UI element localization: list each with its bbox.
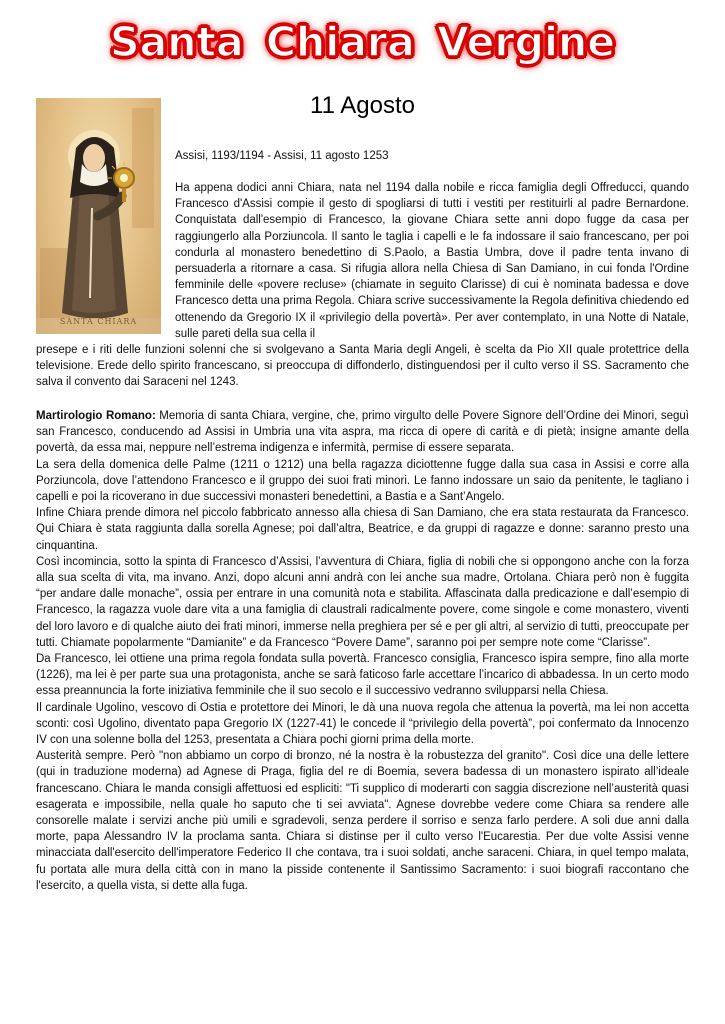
feast-date-heading: 11 Agosto	[310, 92, 415, 119]
martirologio-section	[36, 408, 689, 894]
body-paragraph: Così incomincia, sotto la spinta di Francesco d’Assisi, l’avventura di Chiara, figlia di nobili che si oppongono anche con la forza alla sua scelta di vita, ma invano. Anzi, dopo alcuni anni andrà con lei anche sua madre, Ortolana. Chiara però non è fuggita “per andare dalle monache”, ossia per entrare in una comunità nota e stabilita. Affascinata dalla predicazione e dall’esempio di Francesco, la ragazza vuole dare vita a una famiglia di claustrali radicalmente povere, come singole e come monastero, viventi del loro lavoro e di qualche aiuto dei frati minori, immerse nella preghiera per sé e per gli altri, al servizio di tutti, preoccupate per tutti. Chiamate popolarmente “Damianite” e da Francesco “Povere Dame”, saranno poi per sempre note come “Clarisse”.	[36, 555, 689, 649]
body-paragraph: Da Francesco, lei ottiene una prima regola fondata sulla povertà. Francesco consiglia, Francesco ispira sempre, fino alla morte (1226), ma lei è per parte sua una protagonista, anche se sarà faticoso farle accettare l’incarico di abbadessa. In un certo modo essa preannuncia la forte iniziativa femminile che il suo secolo e il successivo vedranno svilupparsi nella Chiesa.	[36, 653, 689, 698]
martirologio-paragraph	[36, 408, 689, 457]
body-paragraph: La sera della domenica delle Palme (1211 o 1212) una bella ragazza diciottenne fugge dalla sua casa in Assisi e corre alla Porziuncola, dove l’attendono Francesco e il gruppo dei suoi frati minori. Le fanno indossare un saio da penitente, le tagliano i capelli e poi la ricoverano in due successivi monasteri benedettini, a Bastia e a Sant’Angelo.	[36, 458, 689, 504]
body-paragraph: Il cardinale Ugolino, vescovo di Ostia e protettore dei Minori, le dà una nuova regola che attenua la povertà, ma lei non accetta sconti: così Ugolino, diventato papa Gregorio IX (1227-41) le concede il “privilegio della povertà”, poi confermato da Innocenzo IV con una solenne bolla del 1253, presentata a Chiara pochi giorni prima della morte.	[36, 701, 689, 747]
intro-paragraph-top: Ha appena dodici anni Chiara, nata nel 1194 dalla nobile e ricca famiglia degli Offreducci, quando Francesco d'Assisi compie il gesto di spogliarsi di tutti i vestiti per restituirli al padre Bernardone. Conquistata dall'esempio di Francesco, la giovane Chiara sette anni dopo fugge da casa per raggiungerlo alla Porziuncola. Il santo le taglia i capelli e le fa indossare il saio francescano, per poi condurla al monastero benedettino di S.Paolo, a Bastia Umbra, dove il padre tenta invano di persuaderla a ritornare a casa. Si rifugia allora nella Chiesa di San Damiano, in cui fonda l'Ordine femminile delle «povere recluse» (chiamate in seguito Clarisse) di cui è nominata badessa e dove Francesco detta una prima Regola. Chiara scrive successivamente la Regola definitiva chiedendo ed ottenendo da Gregorio IX il «privilegio della povertà». Per aver contemplato, in una Notte di Natale, sulle pareti della sua cella il	[175, 182, 689, 340]
martirologio-label: Martirologio Romano:	[36, 410, 156, 422]
life-dates-line: Assisi, 1193/1194 - Assisi, 11 agosto 1253	[175, 150, 389, 162]
martirologio-text: Memoria di santa Chiara, vergine, che, primo virgulto delle Povere Signore dell’Ordine dei Minori, seguì san Francesco, conducendo ad Assisi in Umbria una vita aspra, ma ricca di opere di carità e di pietà; insigne amante della povertà, da essa mai, neppure nell’estrema indigenza e infermità, permise di essere separata.	[36, 410, 689, 455]
portrait-caption: SANTA CHIARA	[59, 317, 138, 326]
intro-paragraph-bottom: presepe e i riti delle funzioni solenni che si svolgevano a Santa Maria degli Angeli, è scelta da Pio XII quale protettrice della televisione. Erede dello spirito francescano, si preoccupa di diffonderlo, distinguendosi per il culto verso il SS. Sacramento che salva il convento dai Saraceni nel 1243.	[36, 344, 689, 389]
saint-portrait-image	[36, 98, 161, 334]
body-paragraph: Austerità sempre. Però "non abbiamo un corpo di bronzo, né la nostra è la robustezza del granito". Così dice una delle lettere (qui in traduzione moderna) ad Agnese di Praga, figlia del re di Boemia, severa badessa di un monastero ispirato all’ideale francescano. Chiara le manda consigli affettuosi ed espliciti: "Ti supplico di moderarti con saggia discrezione nell’austerità quasi esagerata e impossibile, nella quale ho saputo che ti sei avviata". Agnese dovrebbe vedere come Chiara sa rendere alle consorelle malate i servizi anche più umili e sgradevoli, senza perdere il sorriso e senza farlo perdere. A soli due anni dalla morte, papa Alessandro IV la proclama santa. Chiara si distinse per il culto verso l'Eucarestia. Per due volte Assisi venne minacciata dall'esercito dell'imperatore Federico II che contava, tra i suoi soldati, anche saraceni. Chiara, in quel tempo malata, fu portata alle mura della città con in mano la pisside contenente il Santissimo Sacramento: i suoi biografi raccontano che l'esercito, a quella vista, si dette alla fuga.	[36, 750, 689, 892]
page-banner-title: Santa Chiara Vergine	[110, 18, 615, 66]
body-paragraph: Infine Chiara prende dimora nel piccolo fabbricato annesso alla chiesa di San Damiano, che era stata restaurata da Francesco. Qui Chiara è stata raggiunta dalla sorella Agnese; poi dall’altra, Beatrice, e da gruppi di ragazze e donne: saranno presto una cinquantina.	[36, 507, 689, 552]
